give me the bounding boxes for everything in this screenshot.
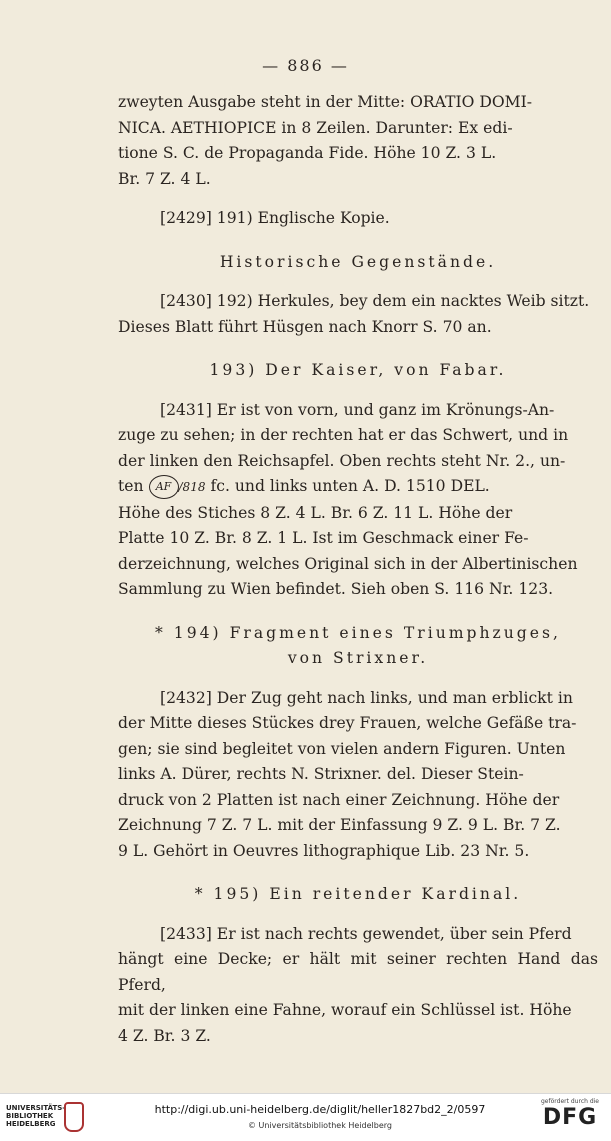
text-line: derzeichnung, welches Original sich in der Albertinischen bbox=[118, 554, 578, 573]
text-line: druck von 2 Platten ist nach einer Zeichnung. Höhe der bbox=[118, 790, 560, 809]
library-logo: UNIVERSITÄTS- BIBLIOTHEK HEIDELBERG bbox=[6, 1104, 66, 1128]
item-heading-193: 193) Der Kaiser, von Fabar. bbox=[209, 361, 507, 379]
item-heading-194: * 194) Fragment eines Triumphzuges, bbox=[155, 623, 561, 642]
entry-2429: [2429] 191) Englische Kopie. bbox=[160, 209, 390, 227]
page-number: — 886 — bbox=[262, 56, 349, 75]
item-heading-195: * 195) Ein reitender Kardinal. bbox=[194, 885, 522, 903]
text-line: gen; sie sind begleitet von vielen andern Figuren. Unten bbox=[118, 739, 566, 758]
text-line: der linken den Reichsapfel. Oben rechts steht Nr. 2., un- bbox=[118, 451, 566, 470]
text-line: Höhe des Stiches 8 Z. 4 L. Br. 6 Z. 11 L. Höhe der bbox=[118, 503, 513, 522]
viewer-footer bbox=[0, 1093, 611, 1141]
text-line bbox=[118, 474, 598, 501]
text-fragment: fc. und links unten A. D. 1510 DEL. bbox=[210, 477, 490, 495]
text-line: 4 Z. Br. 3 Z. bbox=[118, 1026, 211, 1045]
entry-2433: [2433] Er ist nach rechts gewendet, über sein Pferd bbox=[160, 924, 572, 943]
text-line: Br. 7 Z. 4 L. bbox=[118, 169, 211, 188]
entry-2431: [2431] Er ist von vorn, und ganz im Krönungs-An- bbox=[160, 400, 555, 419]
library-seal-icon bbox=[64, 1102, 84, 1132]
text-line: links A. Dürer, rechts N. Strixner. del. Dieser Stein- bbox=[118, 765, 524, 783]
text-line: Sammlung zu Wien befindet. Sieh oben S. 116 Nr. 123. bbox=[118, 580, 554, 598]
text-line: hängt eine Decke; er hält mit seiner rechten Hand das Pferd, bbox=[118, 950, 598, 994]
copyright-notice: © Universitätsbibliothek Heidelberg bbox=[247, 1121, 392, 1130]
sponsor-text: gefördert durch die bbox=[541, 1098, 599, 1105]
entry-2430: [2430] 192) Herkules, bey dem ein nacktes Weib sitzt. bbox=[160, 292, 590, 310]
section-heading-historische: Historische Gegenstände. bbox=[219, 252, 497, 271]
text-line: Zeichnung 7 Z. 7 L. mit der Einfassung 9 Z. 9 L. Br. 7 Z. bbox=[118, 816, 561, 834]
text-line: der Mitte dieses Stückes drey Frauen, welche Gefäße tra- bbox=[118, 714, 577, 732]
text-line: 9 L. Gehört in Oeuvres lithographique Lib. 23 Nr. 5. bbox=[118, 841, 530, 860]
monogram-mark: AF bbox=[149, 475, 179, 499]
text-line: NICA. AETHIOPICE in 8 Zeilen. Darunter: Ex edi- bbox=[118, 118, 513, 137]
page-text bbox=[118, 90, 598, 1049]
item-heading-194-sub: von Strixner. bbox=[287, 649, 429, 667]
text-line: zuge zu sehen; in der rechten hat er das Schwert, und in bbox=[118, 426, 569, 444]
entry-2432: [2432] Der Zug geht nach links, und man erblickt in bbox=[160, 688, 573, 707]
dfg-logo: DFG bbox=[542, 1105, 598, 1130]
text-line: zweyten Ausgabe steht in der Mitte: ORATIO DOMI- bbox=[118, 93, 533, 111]
monogram-year: /818 bbox=[178, 480, 206, 494]
sponsor-logo bbox=[535, 1098, 605, 1131]
text-line: tione S. C. de Propaganda Fide. Höhe 10 Z. 3 L. bbox=[118, 144, 497, 162]
permalink-url[interactable]: http://digi.ub.uni-heidelberg.de/diglit/heller1827bd2_2/0597 bbox=[154, 1103, 486, 1116]
text-line: mit der linken eine Fahne, worauf ein Schlüssel ist. Höhe bbox=[118, 1001, 572, 1019]
text-fragment: ten bbox=[118, 477, 144, 495]
text-line: Platte 10 Z. Br. 8 Z. 1 L. Ist im Geschmack einer Fe- bbox=[118, 529, 529, 547]
text-line: Dieses Blatt führt Hüsgen nach Knorr S. 70 an. bbox=[118, 317, 492, 336]
